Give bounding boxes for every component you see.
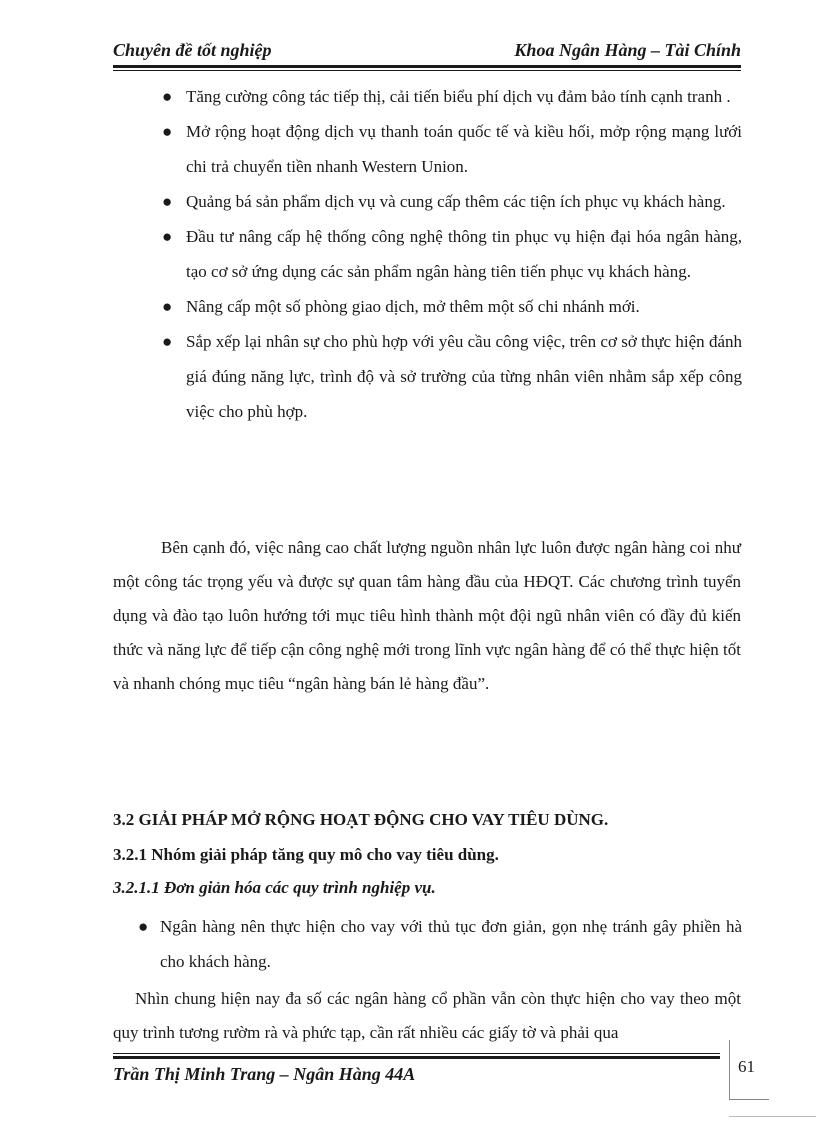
- list-item-text: Nâng cấp một số phòng giao dịch, mở thêm một số chi nhánh mới.: [186, 297, 640, 316]
- bullet-icon: ●: [162, 192, 173, 211]
- header-rule-thin: [113, 70, 741, 71]
- subsubsection-heading: 3.2.1.1 Đơn giản hóa các quy trình nghiệp vụ.: [113, 878, 436, 897]
- bullet-icon: ●: [162, 87, 173, 106]
- header-rule-thick: [113, 65, 741, 68]
- bullet-icon: ●: [162, 122, 173, 141]
- list-item-text: Quảng bá sản phẩm dịch vụ và cung cấp thêm các tiện ích phục vụ khách hàng.: [186, 192, 726, 211]
- bullet-list: [160, 79, 742, 429]
- bullet-icon: ●: [162, 227, 173, 246]
- list-item: [160, 184, 742, 219]
- bullet-list: [138, 909, 742, 979]
- header-right-title: Khoa Ngân Hàng – Tài Chính: [514, 40, 741, 60]
- footer-author: Trần Thị Minh Trang – Ngân Hàng 44A: [113, 1064, 416, 1084]
- page-frame-line: [729, 1099, 769, 1100]
- body-paragraph: Nhìn chung hiện nay đa số các ngân hàng cổ phần vẫn còn thực hiện cho vay theo một quy trình tương rườm rà và phức tạp, cần rất nhiều các giấy tờ và phải qua: [113, 989, 741, 1042]
- list-item: [160, 289, 742, 324]
- header-left-title: Chuyên đề tốt nghiệp: [113, 40, 272, 60]
- page-header: [113, 40, 741, 66]
- footer-rule-thin: [113, 1053, 720, 1054]
- list-item: [160, 79, 742, 114]
- list-item-text: Sắp xếp lại nhân sự cho phù hợp với yêu cầu công việc, trên cơ sở thực hiện đánh giá đúng năng lực, trình độ và sở trường của từng nhân viên nhằm sắp xếp công việc cho phù hợp.: [186, 332, 742, 421]
- body-paragraph: Bên cạnh đó, việc nâng cao chất lượng nguồn nhân lực luôn được ngân hàng coi như một công tác trọng yếu và được sự quan tâm hàng đầu của HĐQT. Các chương trình tuyển dụng và đào tạo luôn hướng tới mục tiêu hình thành một đội ngũ nhân viên có đầy đủ kiến thức và năng lực để tiếp cận công nghệ mới trong lĩnh vực ngân hàng để có thể thực hiện tốt và nhanh chóng mục tiêu “ngân hàng bán lẻ hàng đầu”.: [113, 538, 741, 693]
- page-frame-line: [729, 1116, 816, 1117]
- list-item: [138, 909, 742, 979]
- section-heading: 3.2 GIẢI PHÁP MỞ RỘNG HOẠT ĐỘNG CHO VAY TIÊU DÙNG.: [113, 810, 609, 829]
- subsection-heading: 3.2.1 Nhóm giải pháp tăng quy mô cho vay tiêu dùng.: [113, 845, 499, 864]
- list-item: [160, 219, 742, 289]
- list-item-text: Ngân hàng nên thực hiện cho vay với thủ tục đơn giản, gọn nhẹ tránh gây phiền hà cho khách hàng.: [160, 917, 742, 971]
- bullet-icon: ●: [138, 917, 149, 936]
- bullet-icon: ●: [162, 332, 173, 351]
- bullet-icon: ●: [162, 297, 173, 316]
- page-number: 61: [738, 1057, 755, 1076]
- list-item-text: Đầu tư nâng cấp hệ thống công nghệ thông tin phục vụ hiện đại hóa ngân hàng, tạo cơ sở ứng dụng các sản phẩm ngân hàng tiên tiến phục vụ khách hàng.: [186, 227, 742, 281]
- footer-rule-thick: [113, 1056, 720, 1059]
- list-item: [160, 114, 742, 184]
- list-item-text: Mở rộng hoạt động dịch vụ thanh toán quốc tế và kiều hối, mởp rộng mạng lưới chi trả chuyển tiền nhanh Western Union.: [186, 122, 742, 176]
- list-item-text: Tăng cường công tác tiếp thị, cải tiến biểu phí dịch vụ đảm bảo tính cạnh tranh .: [186, 87, 731, 106]
- list-item: [160, 324, 742, 429]
- page-frame-line: [729, 1040, 730, 1100]
